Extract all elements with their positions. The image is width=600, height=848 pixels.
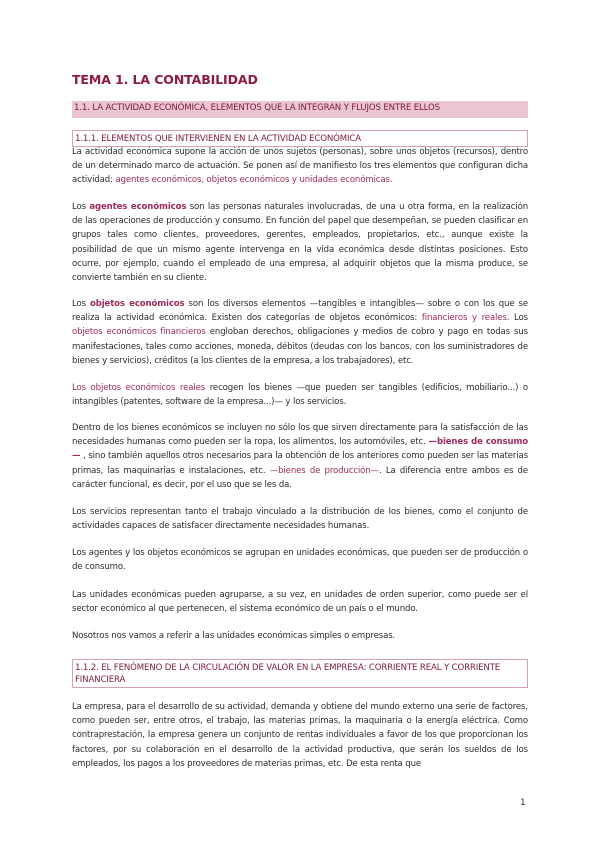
paragraph-text: Los <box>72 299 90 309</box>
term-financieros-y-reales: financieros y reales <box>421 313 507 324</box>
paragraph-bienes-economicos <box>72 421 528 492</box>
paragraph-servicios: Los servicios representan tanto el trabajo vinculado a la distribución de los bienes, como el conjunto de actividades capaces de satisfacer directamente necesidades humanas. <box>72 507 528 532</box>
section-heading-1-1-1: 1.1.1. ELEMENTOS QUE INTERVIENEN EN LA ACTIVIDAD ECONÓMICA <box>72 130 528 147</box>
term-objetos-economicos: objetos económicos <box>89 299 185 309</box>
term-bienes-de-consumo: —bienes de consumo— <box>72 437 528 462</box>
paragraph-unidades-economicas: Los agentes y los objetos económicos se agrupan en unidades económicas, que pueden ser de producción o de consumo. <box>72 548 528 573</box>
paragraph-agentes-economicos <box>72 200 528 285</box>
paragraph-orden-superior: Las unidades económicas pueden agruparse, a su vez, en unidades de orden superior, como puede ser el sector económico al que pertenecen, el sistema económico de un país o el mundo. <box>72 590 528 615</box>
paragraph-text: Dentro de los bienes económicos se incluyen no sólo los que sirven directamente para la satisfacción de las necesidades humanas como pueden ser la ropa, los alimentos, los automóviles, etc. <box>72 423 528 448</box>
highlight-three-elements: agentes económicos, objetos económicos y unidades económicas. <box>115 175 393 186</box>
term-objetos-reales: Los objetos económicos reales <box>72 383 206 393</box>
paragraph-text: . La diferencia entre ambos es de carácter funcional, es decir, por el uso que se les da. <box>72 465 528 490</box>
term-agentes-economicos: agentes económicos <box>89 202 187 212</box>
paragraph-empresas: Nosotros nos vamos a referir a las unidades económicas simples o empresas. <box>72 631 396 641</box>
page-number: 1 <box>520 798 526 808</box>
paragraph-objetos-reales <box>72 381 528 409</box>
paragraph-text: engloban derechos, obligaciones y medios de cobro y pago en todas sus manifestaciones, tales como acciones, moneda, débitos (deudas con los bancos, con los suministradores de bienes y servicios), créditos (a los clientes de la empresa, a los trabajadores), etc. <box>72 327 528 366</box>
term-objetos-financieros: objetos económicos financieros <box>72 327 206 338</box>
paragraph-text: son los diversos elementos —tangibles e intangibles— sobre o con los que se realiza la actividad económica. Existen dos categorías de objetos económicos: <box>72 299 528 324</box>
term-bienes-de-produccion: —bienes de producción— <box>269 465 379 476</box>
paragraph-text: La actividad económica supone la acción de unos sujetos (personas), sobre unos objetos (recursos), dentro de un determinado marco de actuación. Se ponen así de manifiesto los tres elementos que configuran dicha actividad: <box>72 147 528 186</box>
paragraph-text: son las personas naturales involucradas, de una u otra forma, en la realización de las operaciones de producción y consumo. En función del papel que desempeñan, se pueden clasificar en grupos tales como clientes, proveedores, gerentes, empleados, propietarios, etc., aunque existe la posibilidad de que un mismo agente intervenga en la vida económica desde distintas posiciones. Esto ocurre, por ejemplo, cuando el empleado de una empresa, al adquirir objetos que la misma produce, se convierte también en su cliente. <box>72 202 528 284</box>
paragraph-objetos-economicos <box>72 297 528 368</box>
paragraph-text: recogen los bienes —que pueden ser tangibles (edificios, mobiliario...) o intangibles (patentes, software de la empresa...)— y los servicios. <box>72 383 528 408</box>
section-heading-1-1: 1.1. LA ACTIVIDAD ECONÓMICA, ELEMENTOS QUE LA INTEGRAN Y FLUJOS ENTRE ELLOS <box>72 101 528 118</box>
section-heading-1-1-2: 1.1.2. EL FENÓMENO DE LA CIRCULACIÓN DE VALOR EN LA EMPRESA: CORRIENTE REAL Y CORRIENTE FINANCIERA <box>72 659 528 688</box>
paragraph-text: , sino también aquellos otros necesarios para la obtención de los anteriores como pueden ser las materias primas, las maquinarias e instalaciones, etc. <box>72 451 528 476</box>
paragraph-text: Los <box>72 202 90 212</box>
paragraph-actividad-economica <box>72 145 528 188</box>
paragraph-text: . Los <box>506 313 528 324</box>
document-title: TEMA 1. LA CONTABILIDAD <box>72 72 258 87</box>
paragraph-empresa-factores: La empresa, para el desarrollo de su actividad, demanda y obtiene del mundo externo una serie de factores, como pueden ser, entre otros, el trabajo, las materias primas, la maquinaria o la energía eléctrica. Como contraprestación, la empresa genera un conjunto de rentas individuales a favor de los que proporcionan los factores, por su colaboración en el desarrollo de la actividad productiva, que serán los sueldos de los empleados, los pagos a los proveedores de materias primas, etc. De esta renta que <box>72 702 528 769</box>
